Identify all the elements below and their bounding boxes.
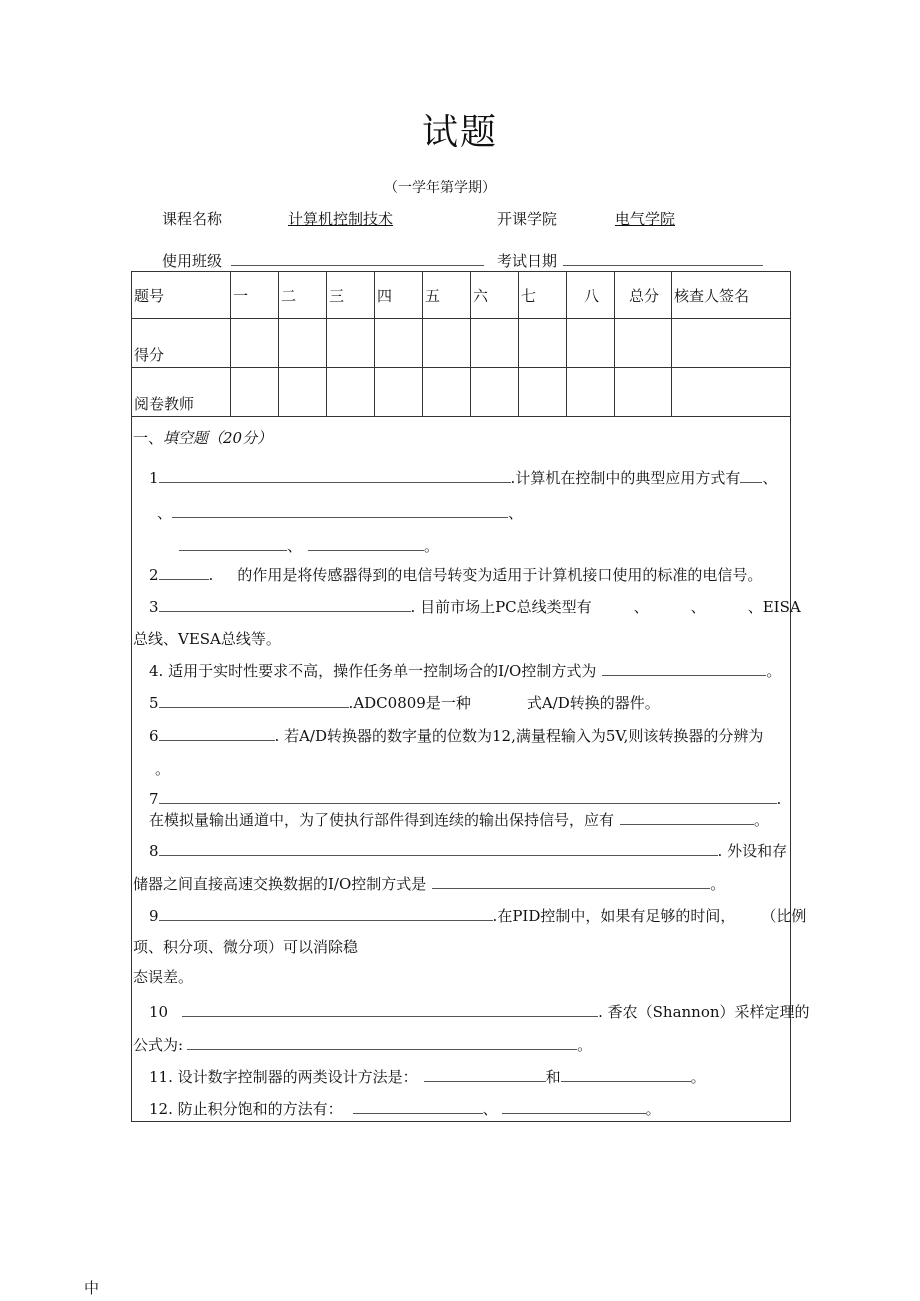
section-title-text: 填空题（20分） <box>163 429 273 447</box>
question-10 <box>149 1001 810 1022</box>
q7-dot: . <box>776 790 782 808</box>
q9-number: 9 <box>149 907 159 925</box>
date-label: 考试日期 <box>497 252 558 270</box>
question-3-line-2: 总线、VESA总线等。 <box>133 630 281 648</box>
grader-cell[interactable] <box>231 368 279 417</box>
q12-end: 。 <box>645 1100 661 1118</box>
header-cell: 题号 <box>132 272 231 319</box>
q7-number: 7 <box>149 790 159 808</box>
header-cell: 五 <box>423 272 471 319</box>
section-prefix: 一、 <box>133 429 164 447</box>
score-cell[interactable] <box>615 319 672 368</box>
q6-blank[interactable] <box>159 726 275 741</box>
header-cell: 一 <box>231 272 279 319</box>
question-9-line-2: 项、积分项、微分项）可以消除稳 <box>133 938 359 956</box>
q1-blank-2[interactable] <box>740 468 762 483</box>
score-cell[interactable] <box>231 319 279 368</box>
q12-blank-2[interactable] <box>502 1099 646 1114</box>
q10-blank-2[interactable] <box>187 1035 577 1050</box>
question-10-line-2 <box>133 1034 592 1055</box>
score-cell[interactable] <box>279 319 327 368</box>
q3-sep: 、EISA <box>747 598 801 616</box>
question-3 <box>149 596 801 617</box>
header-cell: 二 <box>279 272 327 319</box>
q6-number: 6 <box>149 727 159 745</box>
q1-sep: 、 <box>287 537 303 555</box>
q8-text: . 外设和存 <box>717 842 788 860</box>
q12-text: 12. 防止积分饱和的方法有： <box>149 1100 343 1118</box>
q4-text: 4. 适用于实时性要求不高，操作任务单一控制场合的I/O控制方式为 <box>149 662 597 680</box>
score-header-row <box>132 272 791 319</box>
question-6-line-2: 。 <box>155 760 171 778</box>
q4-blank[interactable] <box>602 661 766 676</box>
q10-number: 10 <box>149 1003 169 1021</box>
q11-text: 11. 设计数字控制器的两类设计方法是： <box>149 1068 418 1086</box>
q1-end: 。 <box>424 537 440 555</box>
header-cell: 四 <box>375 272 423 319</box>
question-11 <box>149 1066 706 1087</box>
q10-text: . 香农（Shannon）采样定理的 <box>598 1003 810 1021</box>
q3-text: . 目前市场上PC总线类型有 <box>410 598 592 616</box>
q7-text: 在模拟量输出通道中，为了使执行部件得到连续的输出保持信号，应有 <box>149 811 615 829</box>
question-12 <box>149 1098 661 1119</box>
row-label: 得分 <box>132 319 231 368</box>
course-label: 课程名称 <box>162 210 223 228</box>
question-2 <box>149 564 762 585</box>
q8-end: 。 <box>710 875 726 893</box>
score-cell[interactable] <box>471 319 519 368</box>
q10-blank[interactable] <box>182 1002 598 1017</box>
q9-text: .在PID控制中，如果有足够的时间， <box>492 907 736 925</box>
q9-paren: （比例 <box>761 907 807 925</box>
class-blank <box>231 251 484 266</box>
q11-end: 。 <box>690 1068 706 1086</box>
q1-text: .计算机在控制中的典型应用方式有 <box>510 469 741 487</box>
question-section <box>131 414 810 1122</box>
q8-blank[interactable] <box>159 841 718 856</box>
q3-sep: 、 <box>690 598 706 616</box>
college-value: 电气学院 <box>615 210 676 228</box>
page-title: 试题 <box>421 112 498 153</box>
footer-mark: 中 <box>84 1279 100 1297</box>
grader-cell[interactable] <box>375 368 423 417</box>
header-cell: 六 <box>471 272 519 319</box>
q1-blank-4[interactable] <box>179 536 287 551</box>
q3-number: 3 <box>149 598 159 616</box>
class-label: 使用班级 <box>162 252 223 270</box>
question-7 <box>149 789 781 808</box>
q2-dot: . <box>208 566 214 584</box>
q3-sep: 、 <box>633 598 649 616</box>
course-value: 计算机控制技术 <box>288 210 394 228</box>
q1-sep: 、 <box>508 504 524 522</box>
grader-cell[interactable] <box>471 368 519 417</box>
q2-text: 的作用是将传感器得到的电信号转变为适用于计算机接口使用的标准的电信号。 <box>237 566 763 584</box>
header-cell: 核查人签名 <box>672 272 791 319</box>
grader-cell[interactable] <box>279 368 327 417</box>
question-4 <box>149 660 781 681</box>
q11-blank[interactable] <box>424 1067 546 1082</box>
score-cell[interactable] <box>519 319 567 368</box>
q8-text-2: 储器之间直接高速交换数据的I/O控制方式是 <box>133 875 427 893</box>
header-cell: 七 <box>519 272 567 319</box>
q5-number: 5 <box>149 694 159 712</box>
grader-cell[interactable] <box>327 368 375 417</box>
q9-blank[interactable] <box>159 906 493 921</box>
grader-cell[interactable] <box>672 368 791 417</box>
grader-row <box>132 368 791 417</box>
question-7-line-2 <box>149 809 769 830</box>
q8-number: 8 <box>149 842 159 860</box>
grader-cell[interactable] <box>567 368 615 417</box>
college-label: 开课学院 <box>497 210 558 228</box>
q4-end: 。 <box>766 662 782 680</box>
score-cell[interactable] <box>567 319 615 368</box>
score-cell[interactable] <box>375 319 423 368</box>
score-table <box>131 271 791 417</box>
question-6 <box>149 725 763 746</box>
q7-blank[interactable] <box>159 789 777 804</box>
q10-text-2: 公式为: <box>133 1036 184 1054</box>
question-1-line-3 <box>179 535 439 556</box>
q1-blank-5[interactable] <box>308 536 424 551</box>
q12-blank[interactable] <box>353 1099 483 1114</box>
q7-end: 。 <box>754 811 770 829</box>
header-cell: 三 <box>327 272 375 319</box>
q10-end: 。 <box>577 1036 593 1054</box>
q5-text: .ADC0809是一种 <box>348 694 471 712</box>
q1-number: 1 <box>149 469 159 487</box>
q2-number: 2 <box>149 566 159 584</box>
q2-blank[interactable] <box>159 565 209 580</box>
q1-blank-3[interactable] <box>172 503 508 518</box>
semester-subtitle: （一学年第学期） <box>384 180 496 196</box>
q11-and: 和 <box>545 1068 561 1086</box>
q6-text: . 若A/D转换器的数字量的位数为12,满量程输入为5V,则该转换器的分辨为 <box>274 727 764 745</box>
q8-blank-2[interactable] <box>432 874 710 889</box>
question-9-line-3: 态误差。 <box>133 968 194 986</box>
q11-blank-2[interactable] <box>561 1067 691 1082</box>
question-1-line-2 <box>157 502 523 523</box>
q1-sep: 、 <box>157 504 173 522</box>
question-1 <box>149 467 777 488</box>
question-8 <box>149 840 787 861</box>
score-cell[interactable] <box>423 319 471 368</box>
header-cell: 总分 <box>615 272 672 319</box>
grader-cell[interactable] <box>519 368 567 417</box>
section-title <box>133 427 272 448</box>
grader-cell[interactable] <box>423 368 471 417</box>
question-5 <box>149 692 660 713</box>
q7-blank-2[interactable] <box>620 810 754 825</box>
question-8-line-2 <box>133 873 725 894</box>
date-blank <box>563 251 763 266</box>
question-9 <box>149 905 806 926</box>
q12-sep: 、 <box>482 1100 498 1118</box>
grader-cell[interactable] <box>615 368 672 417</box>
header-cell: 八 <box>567 272 615 319</box>
q3-blank[interactable] <box>159 597 411 612</box>
score-cell[interactable] <box>327 319 375 368</box>
q5-text-2: 式A/D转换的器件。 <box>526 694 660 712</box>
q5-blank[interactable] <box>159 693 349 708</box>
q1-blank[interactable] <box>159 468 511 483</box>
q1-sep: 、 <box>762 469 778 487</box>
row-label: 阅卷教师 <box>132 368 231 417</box>
score-row <box>132 319 791 368</box>
score-cell[interactable] <box>672 319 791 368</box>
